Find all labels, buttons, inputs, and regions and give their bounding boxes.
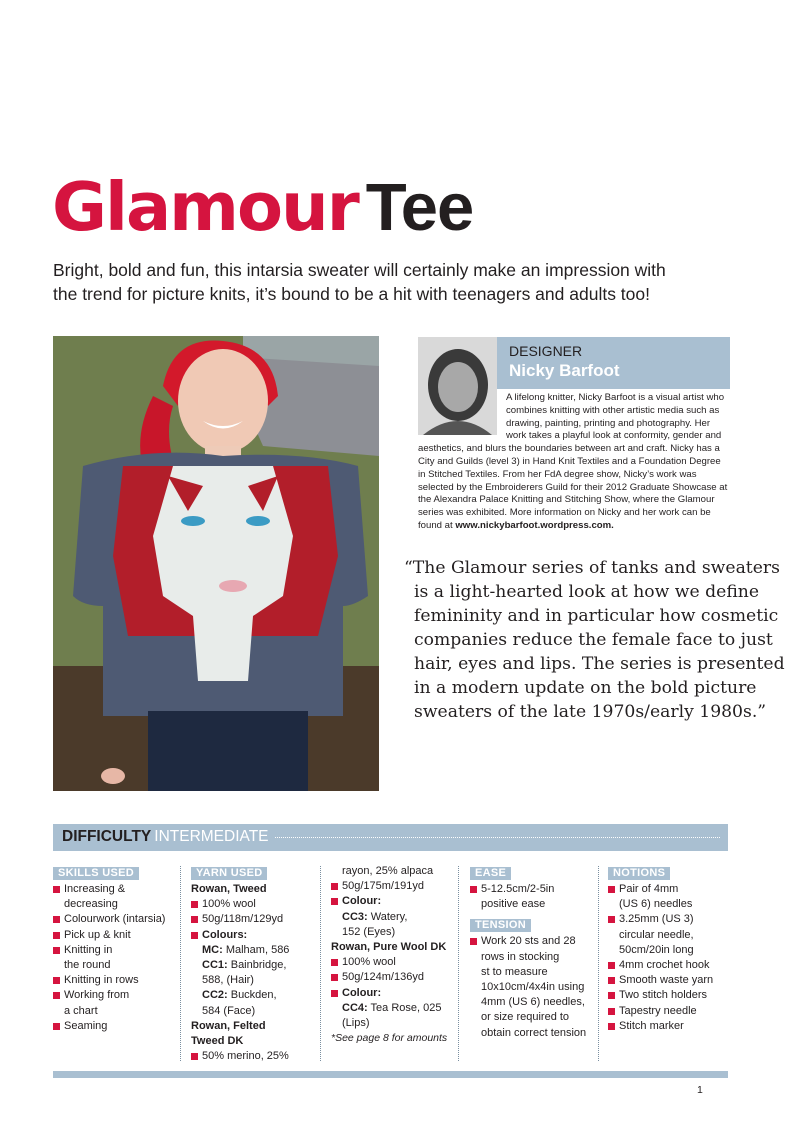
standfirst: Bright, bold and fun, this intarsia sweater will certainly make an impression with the trend for picture knits, it’s bound to be a hit with teenagers and adults too! [53, 260, 666, 304]
title-bold-word: Glamour [52, 168, 358, 246]
quote-line: in a modern update on the bold picture [414, 678, 757, 698]
list-item: 100% wool [331, 955, 459, 970]
list-item: 584 (Face) [202, 1004, 256, 1017]
list-item: MC: Malham, 586 [202, 943, 290, 956]
list-item: Rowan, Felted [191, 1019, 266, 1032]
yarn-column-2 [331, 864, 459, 1046]
list-item: 100% wool [191, 897, 319, 912]
quote-line: “The Glamour series of tanks and sweaters [404, 558, 780, 578]
footer-bar [53, 1071, 728, 1078]
amounts-note: *See page 8 for amounts [331, 1032, 448, 1045]
list-item: Knitting in the round [53, 943, 177, 973]
quote-line: femininity and in particular how cosmetic [414, 606, 779, 626]
skills-list [53, 882, 177, 1034]
list-item: CC3: Watery, [342, 910, 408, 923]
ease-tension-column [470, 866, 598, 1041]
designer-website-link[interactable]: www.nickybarfoot.wordpress.com. [455, 519, 614, 531]
list-item: Rowan, Tweed [191, 883, 267, 895]
yarn-list-continued [331, 864, 459, 1046]
list-item: 152 (Eyes) [342, 925, 396, 938]
list-item: Two stitch holders [608, 988, 728, 1003]
list-item: Rowan, Pure Wool DK [331, 941, 447, 954]
list-item: Knitting in rows [53, 973, 177, 988]
column-divider [320, 866, 321, 1061]
quote-line: is a light-hearted look at how we define [414, 582, 760, 602]
ease-list [470, 882, 598, 912]
list-item: 3.25mm (US 3) circular needle, 50cm/20in long [608, 912, 728, 958]
yarn-heading: YARN USED [191, 867, 267, 880]
list-item: 5-12.5cm/2-5in positive ease [470, 882, 598, 912]
tension-heading: TENSION [470, 919, 531, 932]
list-item: Colour: [331, 894, 459, 909]
list-item: 4mm crochet hook [608, 958, 728, 973]
model-photo [53, 336, 379, 791]
page-number: 1 [697, 1084, 703, 1096]
pattern-title [52, 168, 473, 258]
skills-heading: SKILLS USED [53, 867, 139, 880]
designer-name: Nicky Barfoot [509, 361, 620, 380]
list-item: Pick up & knit [53, 928, 177, 943]
list-item: Work 20 sts and 28 rows in stocking st to measure 10x10cm/4x4in using 4mm (US 6) needles, or size required to obtain correct tension [470, 934, 598, 1040]
list-item: Stitch marker [608, 1019, 728, 1034]
designer-bio-text: A lifelong knitter, Nicky Barfoot is a visual artist who combines knitting with other artistic media such as drawing, painting, printing and photography. Her work takes a playful look at conformity, gender and aesthetics, and blurs the boundaries between art and craft. Nicky has a City and Guilds (level 3) in Hand Knit Textiles and a Foundation Degree in Stitched Textiles. From her FdA degree show, Nicky’s work was selected by the Embroiderers Guild for their 2012 Graduate Showcase at the Alexandra Palace Knitting and Stitching Show, where the Glamour series was exhibited. More information on Nicky and her work can be found at [418, 392, 728, 531]
designer-header [497, 337, 730, 389]
list-item: 50g/118m/129yd [191, 912, 319, 927]
list-item: Smooth waste yarn [608, 973, 728, 988]
notions-column [608, 866, 728, 1034]
difficulty-value: INTERMEDIATE [154, 828, 269, 845]
column-divider [598, 866, 599, 1061]
ease-heading: EASE [470, 867, 511, 880]
list-item: CC1: Bainbridge, [202, 959, 287, 972]
list-item: Tweed DK [191, 1035, 244, 1048]
designer-quote [404, 556, 785, 724]
list-item: CC2: Buckden, [202, 989, 277, 1002]
notions-list [608, 882, 728, 1034]
list-item: 50g/124m/136yd [331, 970, 459, 985]
quote-line: companies reduce the female face to just [414, 630, 773, 650]
tension-list [470, 934, 598, 1040]
list-item: Tapestry needle [608, 1004, 728, 1019]
difficulty-bar [53, 824, 728, 851]
yarn-column-1 [191, 866, 319, 1064]
list-item: 50% merino, 25% [191, 1049, 319, 1064]
list-item: rayon, 25% alpaca [342, 865, 434, 877]
dotted-rule [275, 837, 720, 838]
list-item: Working from a chart [53, 988, 177, 1018]
list-item: Seaming [53, 1019, 177, 1034]
list-item: Colourwork (intarsia) [53, 912, 177, 927]
designer-bio [418, 392, 730, 533]
designer-label: DESIGNER [509, 343, 583, 359]
list-item: Colour: [331, 986, 459, 1001]
quote-line: sweaters of the late 1970s/early 1980s.” [414, 702, 767, 722]
list-item: Increasing & decreasing [53, 882, 177, 912]
list-item: Colours: [191, 928, 319, 943]
column-divider [180, 866, 181, 1061]
difficulty-label: DIFFICULTY [62, 828, 152, 845]
list-item: Pair of 4mm (US 6) needles [608, 882, 728, 912]
quote-line: hair, eyes and lips. The series is presented [414, 654, 785, 674]
list-item: 588, (Hair) [202, 974, 254, 987]
skills-column [53, 866, 177, 1034]
list-item: 50g/175m/191yd [331, 879, 459, 894]
notions-heading: NOTIONS [608, 867, 670, 880]
yarn-list [191, 882, 319, 1064]
title-light-word: Tee [365, 170, 474, 245]
list-item: (Lips) [342, 1017, 370, 1030]
list-item: CC4: Tea Rose, 025 [342, 1001, 442, 1014]
